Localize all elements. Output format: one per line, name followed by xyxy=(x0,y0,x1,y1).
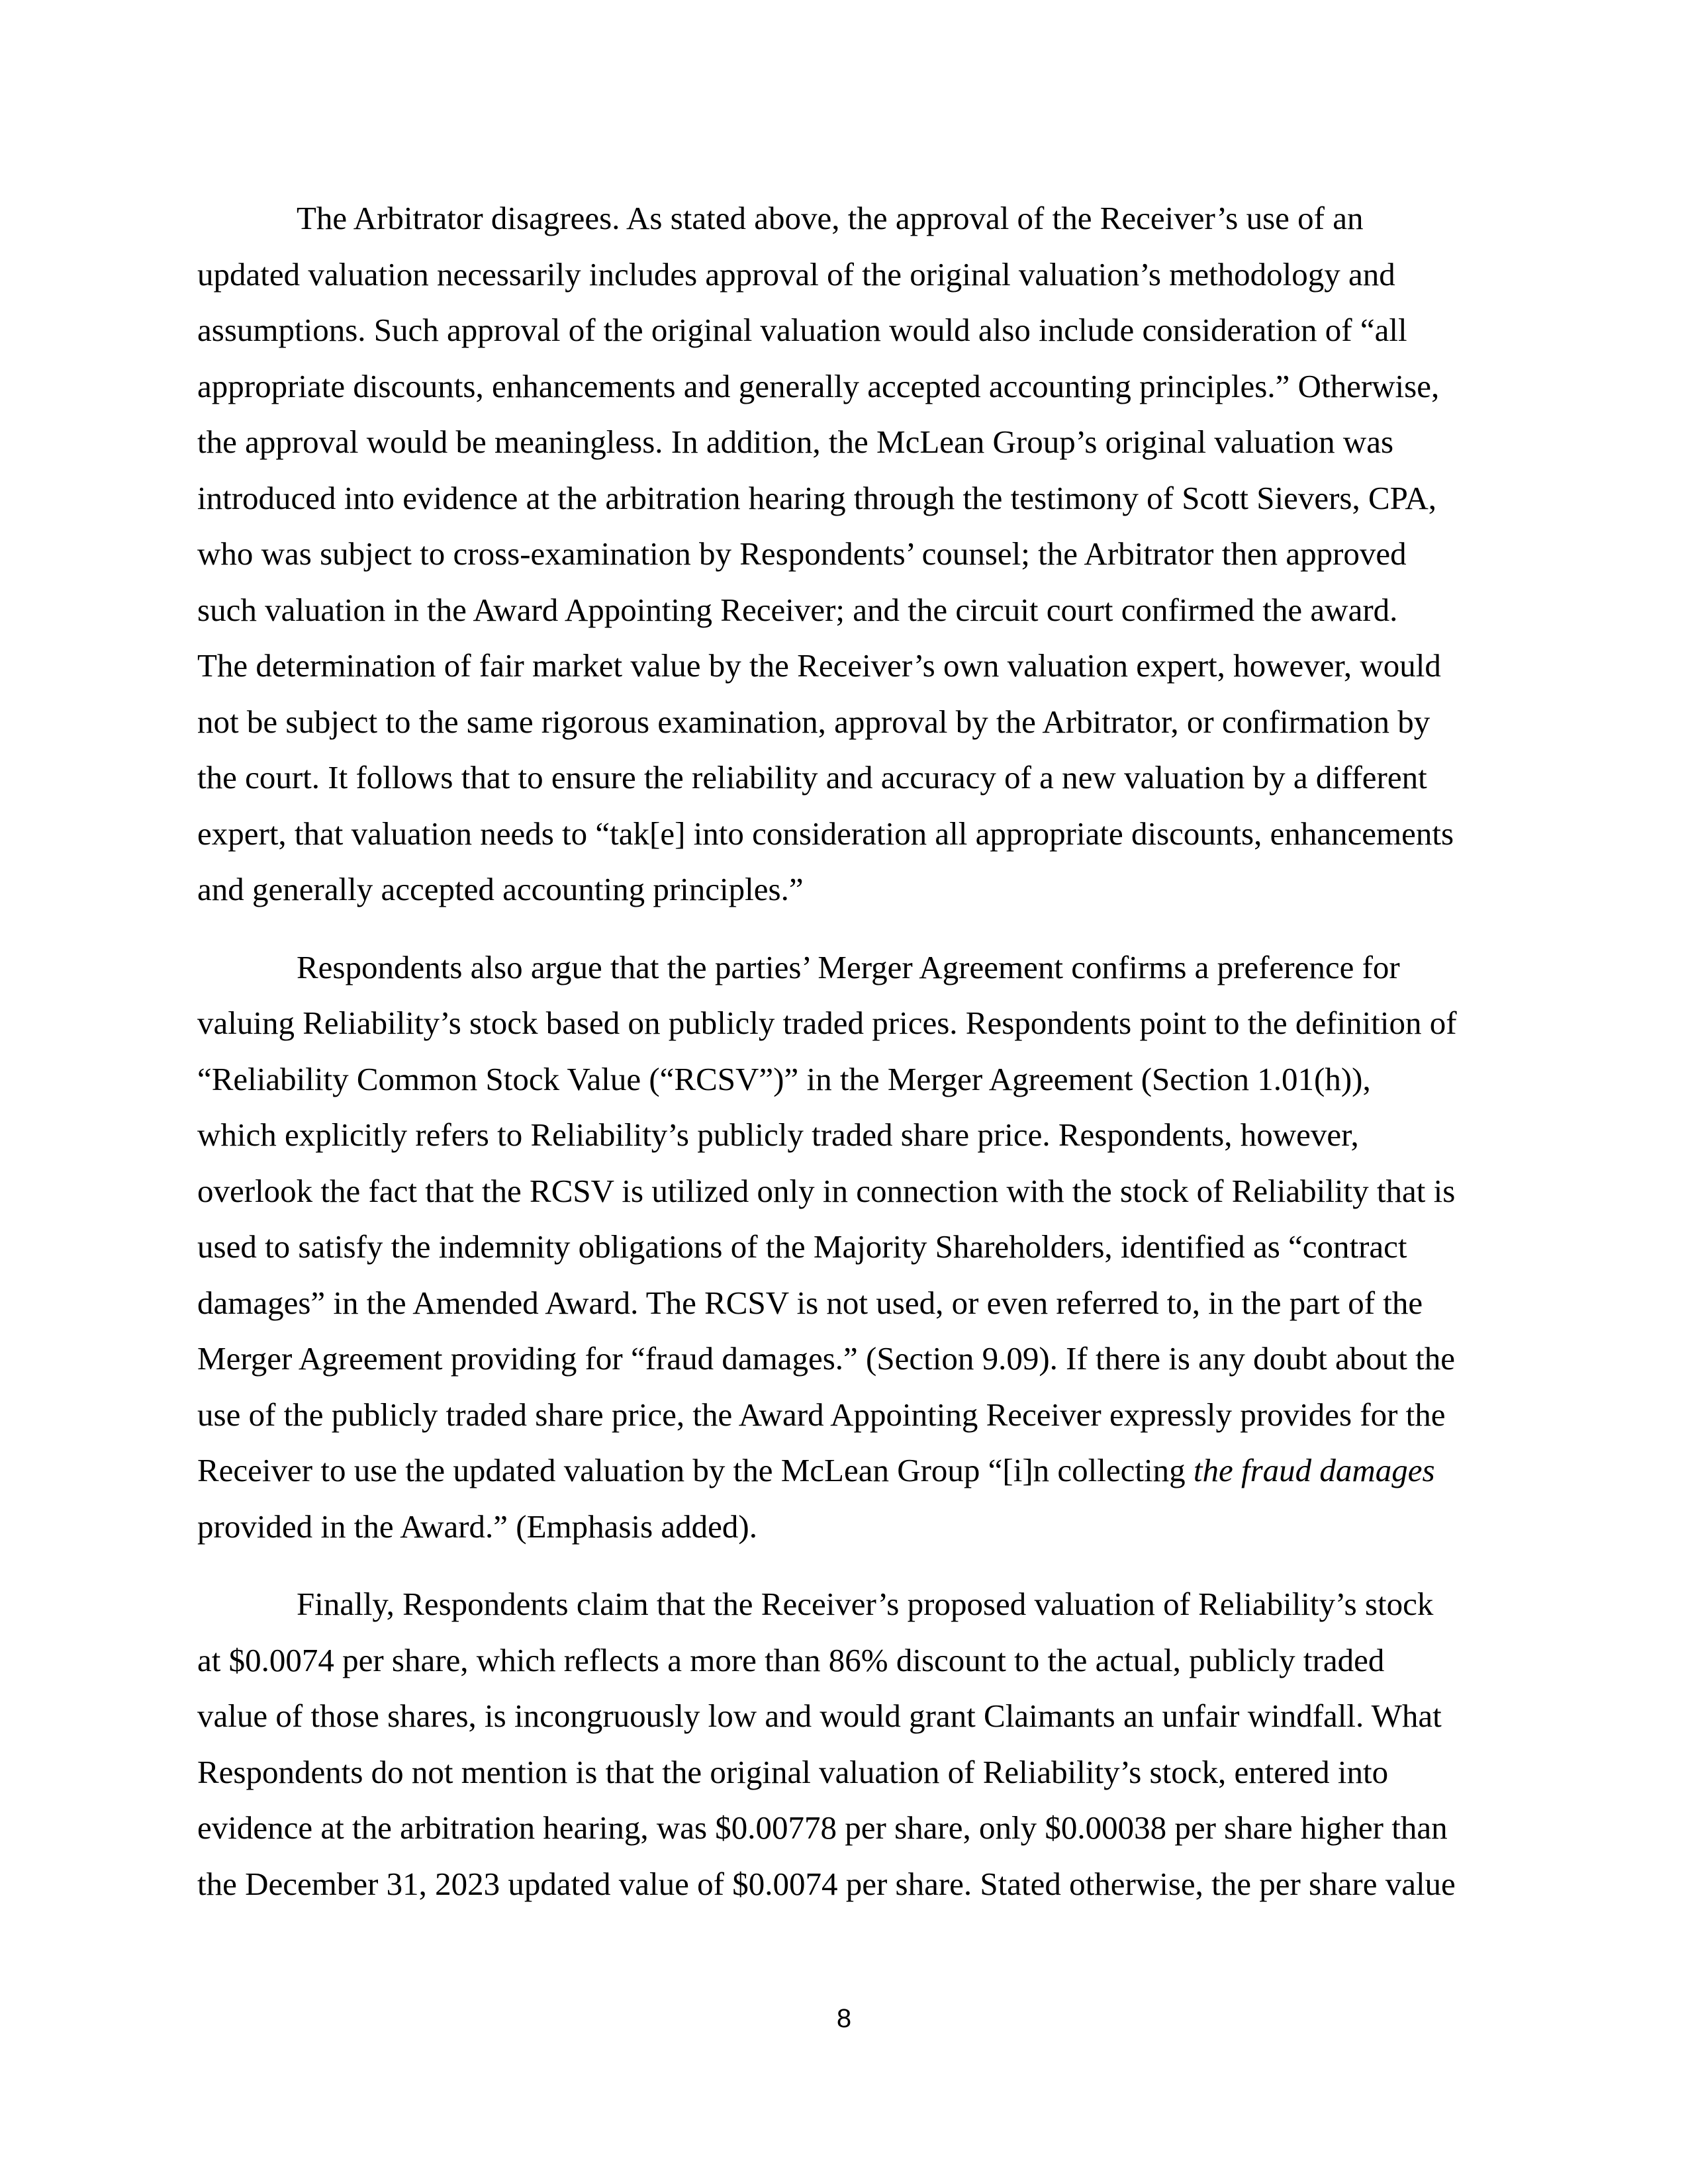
text-line: Finally, Respondents claim that the Receiver’s proposed valuation of Reliability’s stock xyxy=(297,1586,1434,1622)
text-line: Respondents do not mention is that the original valuation of Reliability’s stock, entered into xyxy=(197,1753,1389,1790)
text-line: the court. It follows that to ensure the reliability and accuracy of a new valuation by a different xyxy=(197,759,1427,796)
text-line: and generally accepted accounting principles.” xyxy=(197,871,804,907)
text-line: damages” in the Amended Award. The RCSV is not used, or even referred to, in the part of the xyxy=(197,1284,1423,1321)
text-line: who was subject to cross-examination by Respondents’ counsel; the Arbitrator then approved xyxy=(197,535,1407,572)
text-line-with-emphasis xyxy=(197,1443,1495,1499)
text-line: overlook the fact that the RCSV is utilized only in connection with the stock of Reliability that is xyxy=(197,1172,1456,1209)
text-line: The Arbitrator disagrees. As stated above, the approval of the Receiver’s use of an xyxy=(297,200,1364,236)
text-line: The determination of fair market value by the Receiver’s own valuation expert, however, would xyxy=(197,647,1441,684)
text-line: appropriate discounts, enhancements and generally accepted accounting principles.” Otherwise, xyxy=(197,367,1440,404)
text-line: value of those shares, is incongruously low and would grant Claimants an unfair windfall. What xyxy=(197,1698,1442,1734)
text-line: “Reliability Common Stock Value (“RCSV”)” in the Merger Agreement (Section 1.01(h)), xyxy=(197,1060,1371,1097)
text-line: provided in the Award.” (Emphasis added). xyxy=(197,1508,757,1545)
text-line: the December 31, 2023 updated value of $0.0074 per share. Stated otherwise, the per share value xyxy=(197,1865,1456,1902)
text-line: not be subject to the same rigorous examination, approval by the Arbitrator, or confirmation by xyxy=(197,703,1430,740)
text-line: used to satisfy the indemnity obligations of the Majority Shareholders, identified as “contract xyxy=(197,1228,1407,1265)
paragraph-finally-valuation xyxy=(197,1576,1495,1912)
text-line: which explicitly refers to Reliability’s publicly traded share price. Respondents, however, xyxy=(197,1116,1359,1153)
text-line: Merger Agreement providing for “fraud damages.” (Section 9.09). If there is any doubt about the xyxy=(197,1340,1455,1377)
text-line: assumptions. Such approval of the original valuation would also include consideration of “all xyxy=(197,312,1407,348)
paragraph-merger-agreement xyxy=(197,940,1495,1555)
text-line: evidence at the arbitration hearing, was $0.00778 per share, only $0.00038 per share higher than xyxy=(197,1809,1448,1846)
emphasized-text: the fraud damages xyxy=(1193,1452,1435,1488)
text-line: valuing Reliability’s stock based on publicly traded prices. Respondents point to the definition of xyxy=(197,1005,1457,1041)
text-line: such valuation in the Award Appointing Receiver; and the circuit court confirmed the award. xyxy=(197,591,1398,628)
text-segment: Receiver to use the updated valuation by the McLean Group “[i]n collecting xyxy=(197,1452,1194,1488)
text-line: use of the publicly traded share price, the Award Appointing Receiver expressly provides for the xyxy=(197,1396,1446,1433)
page-number: 8 xyxy=(836,2004,852,2033)
text-line: expert, that valuation needs to “tak[e] into consideration all appropriate discounts, enhancements xyxy=(197,815,1454,852)
paragraph-arbitrator-disagrees xyxy=(197,191,1495,918)
text-line: introduced into evidence at the arbitration hearing through the testimony of Scott Sievers, CPA, xyxy=(197,479,1437,516)
text-line: Respondents also argue that the parties’ Merger Agreement confirms a preference for xyxy=(297,948,1400,985)
document-page xyxy=(197,191,1495,1912)
text-line: the approval would be meaningless. In addition, the McLean Group’s original valuation was xyxy=(197,424,1394,460)
text-line: at $0.0074 per share, which reflects a more than 86% discount to the actual, publicly traded xyxy=(197,1641,1385,1678)
text-line: updated valuation necessarily includes approval of the original valuation’s methodology and xyxy=(197,255,1395,293)
